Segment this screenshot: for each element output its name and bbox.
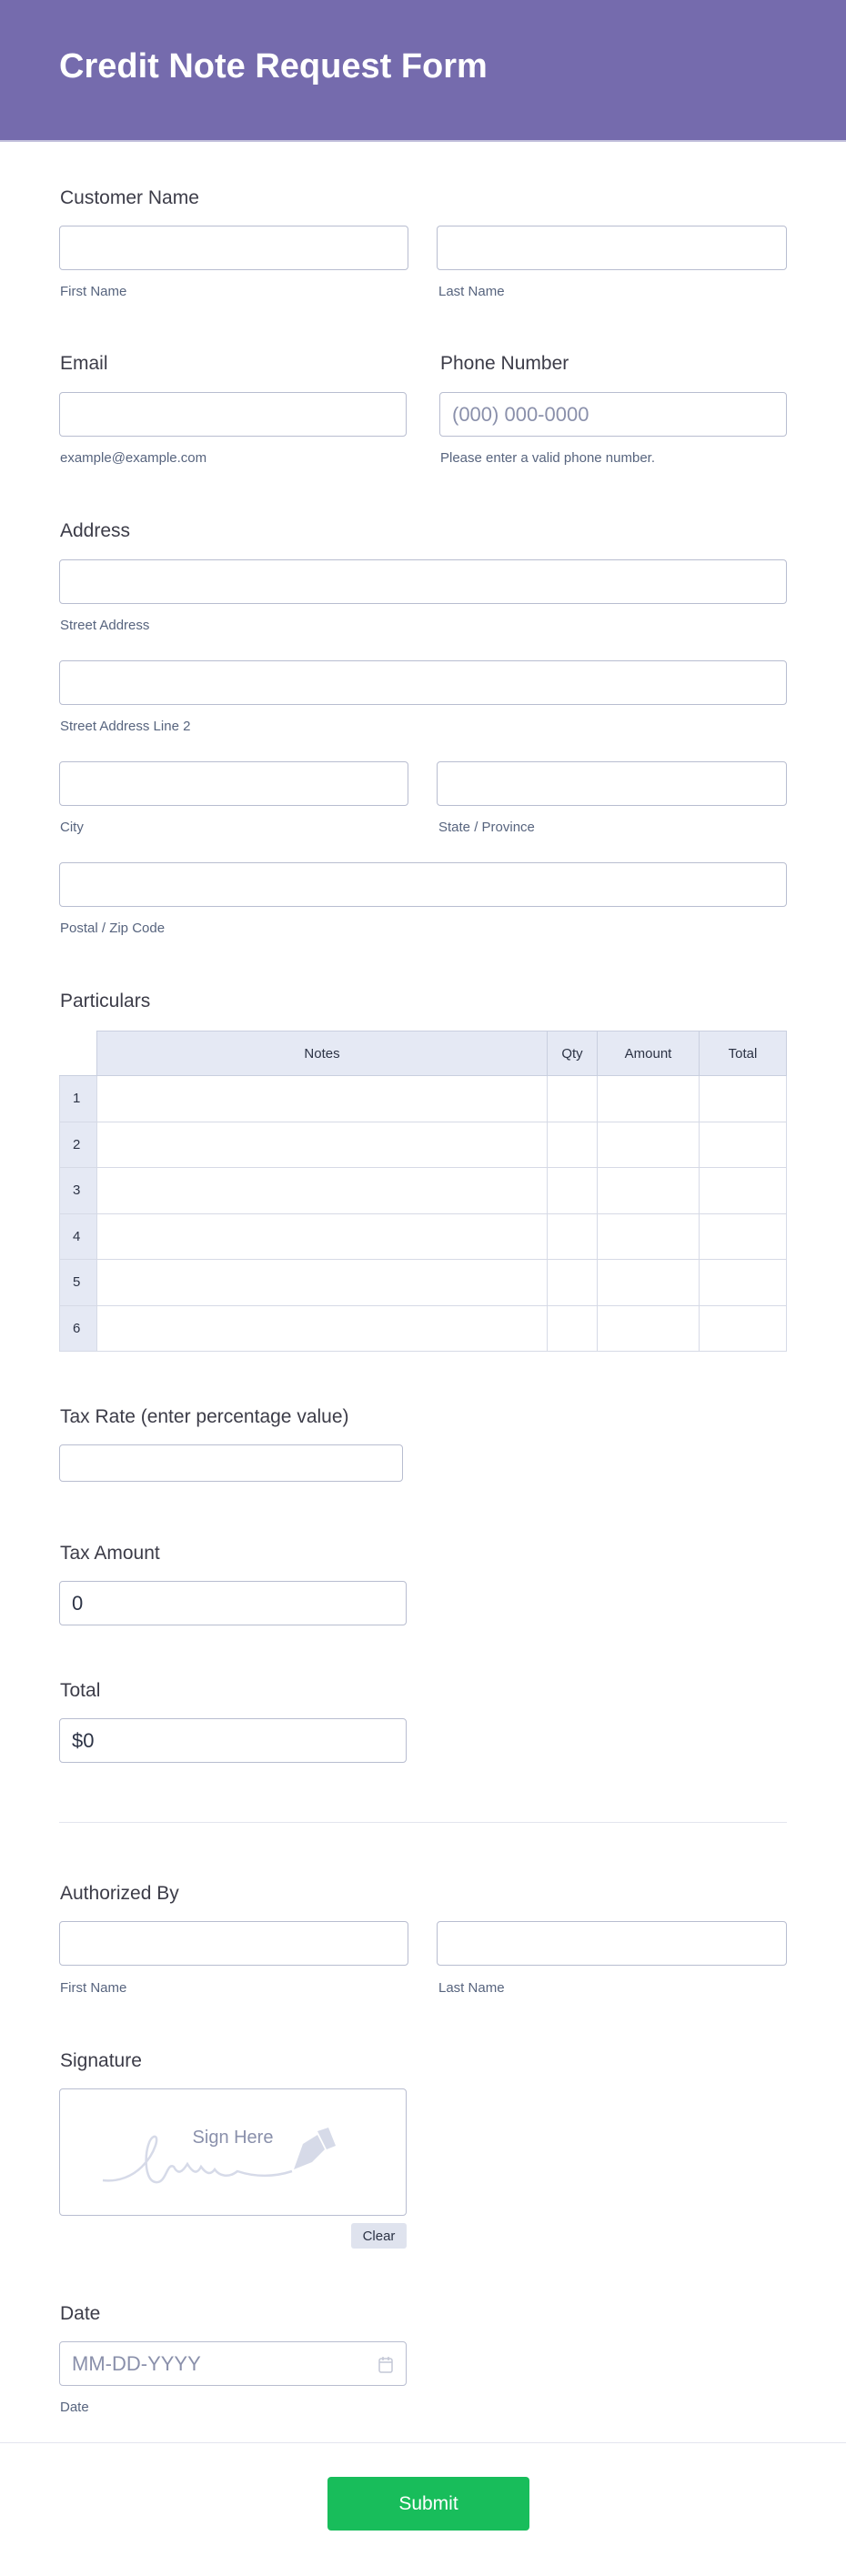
phone-input[interactable]: (000) 000-0000 xyxy=(439,392,787,437)
total-label: Total xyxy=(60,1680,101,1701)
cell-total[interactable] xyxy=(700,1168,787,1214)
street-address-line2-sublabel: Street Address Line 2 xyxy=(60,719,191,734)
row-number: 5 xyxy=(60,1260,97,1306)
row-number: 6 xyxy=(60,1305,97,1352)
date-label: Date xyxy=(60,2303,101,2324)
section-divider xyxy=(59,1822,787,1823)
cell-total[interactable] xyxy=(700,1122,787,1168)
cell-amount[interactable] xyxy=(598,1260,700,1306)
particulars-table xyxy=(59,1031,787,1352)
email-label: Email xyxy=(60,353,108,374)
calendar-icon[interactable] xyxy=(378,2356,393,2373)
customer-first-name-input[interactable] xyxy=(59,226,408,270)
cell-amount[interactable] xyxy=(598,1076,700,1122)
city-sublabel: City xyxy=(60,820,84,835)
cell-total[interactable] xyxy=(700,1213,787,1260)
cell-notes[interactable] xyxy=(97,1122,548,1168)
total-input[interactable]: $0 xyxy=(59,1718,407,1763)
cell-amount[interactable] xyxy=(598,1305,700,1352)
cell-notes[interactable] xyxy=(97,1260,548,1306)
street-address-sublabel: Street Address xyxy=(60,618,150,633)
tax-amount-label: Tax Amount xyxy=(60,1543,160,1564)
authorized-first-name-input[interactable] xyxy=(59,1921,408,1966)
signature-placeholder: Sign Here xyxy=(192,2128,274,2148)
signature-pad[interactable] xyxy=(59,2088,407,2216)
date-sublabel: Date xyxy=(60,2400,89,2415)
authorized-last-name-sublabel: Last Name xyxy=(438,1980,505,1996)
date-placeholder: MM-DD-YYYY xyxy=(72,2351,201,2375)
cell-qty[interactable] xyxy=(548,1168,598,1214)
address-label: Address xyxy=(60,520,131,541)
authorized-by-label: Authorized By xyxy=(60,1883,179,1904)
cell-notes[interactable] xyxy=(97,1076,548,1122)
row-number: 3 xyxy=(60,1168,97,1214)
postal-code-input[interactable] xyxy=(59,862,787,907)
phone-sublabel: Please enter a valid phone number. xyxy=(440,450,655,466)
last-name-sublabel: Last Name xyxy=(438,284,505,299)
cell-qty[interactable] xyxy=(548,1260,598,1306)
cell-amount[interactable] xyxy=(598,1213,700,1260)
state-sublabel: State / Province xyxy=(438,820,535,835)
cell-notes[interactable] xyxy=(97,1305,548,1352)
submit-button[interactable]: Submit xyxy=(327,2477,529,2531)
authorized-last-name-input[interactable] xyxy=(437,1921,787,1966)
column-header-amount: Amount xyxy=(598,1031,700,1076)
state-input[interactable] xyxy=(437,761,787,806)
street-address-line2-input[interactable] xyxy=(59,660,787,705)
authorized-first-name-sublabel: First Name xyxy=(60,1980,127,1996)
cell-amount[interactable] xyxy=(598,1122,700,1168)
cell-amount[interactable] xyxy=(598,1168,700,1214)
table-row xyxy=(60,1260,787,1306)
tax-amount-input[interactable]: 0 xyxy=(59,1581,407,1625)
signature-label: Signature xyxy=(60,2050,142,2071)
first-name-sublabel: First Name xyxy=(60,284,127,299)
cell-total[interactable] xyxy=(700,1076,787,1122)
tax-rate-label: Tax Rate (enter percentage value) xyxy=(60,1406,349,1427)
column-header-total: Total xyxy=(700,1031,787,1076)
customer-name-label: Customer Name xyxy=(60,187,199,208)
cell-qty[interactable] xyxy=(548,1076,598,1122)
street-address-input[interactable] xyxy=(59,559,787,604)
corner-cell xyxy=(60,1031,97,1076)
table-row xyxy=(60,1305,787,1352)
cell-qty[interactable] xyxy=(548,1213,598,1260)
email-sublabel: example@example.com xyxy=(60,450,207,466)
table-row xyxy=(60,1122,787,1168)
particulars-label: Particulars xyxy=(60,991,151,1011)
cell-notes[interactable] xyxy=(97,1168,548,1214)
cell-total[interactable] xyxy=(700,1260,787,1306)
table-row xyxy=(60,1213,787,1260)
email-input[interactable] xyxy=(59,392,407,437)
table-row xyxy=(60,1168,787,1214)
row-number: 2 xyxy=(60,1122,97,1168)
date-input[interactable] xyxy=(59,2341,407,2386)
page-title: Credit Note Request Form xyxy=(59,47,488,86)
table-row xyxy=(60,1076,787,1122)
phone-label: Phone Number xyxy=(440,353,569,374)
postal-code-sublabel: Postal / Zip Code xyxy=(60,921,166,936)
column-header-notes: Notes xyxy=(97,1031,548,1076)
cell-notes[interactable] xyxy=(97,1213,548,1260)
footer-divider xyxy=(0,2442,846,2443)
row-number: 4 xyxy=(60,1213,97,1260)
cell-total[interactable] xyxy=(700,1305,787,1352)
row-number: 1 xyxy=(60,1076,97,1122)
column-header-qty: Qty xyxy=(548,1031,598,1076)
tax-rate-input[interactable] xyxy=(59,1444,403,1482)
customer-last-name-input[interactable] xyxy=(437,226,787,270)
cell-qty[interactable] xyxy=(548,1305,598,1352)
cell-qty[interactable] xyxy=(548,1122,598,1168)
city-input[interactable] xyxy=(59,761,408,806)
signature-clear-button[interactable]: Clear xyxy=(351,2223,407,2249)
